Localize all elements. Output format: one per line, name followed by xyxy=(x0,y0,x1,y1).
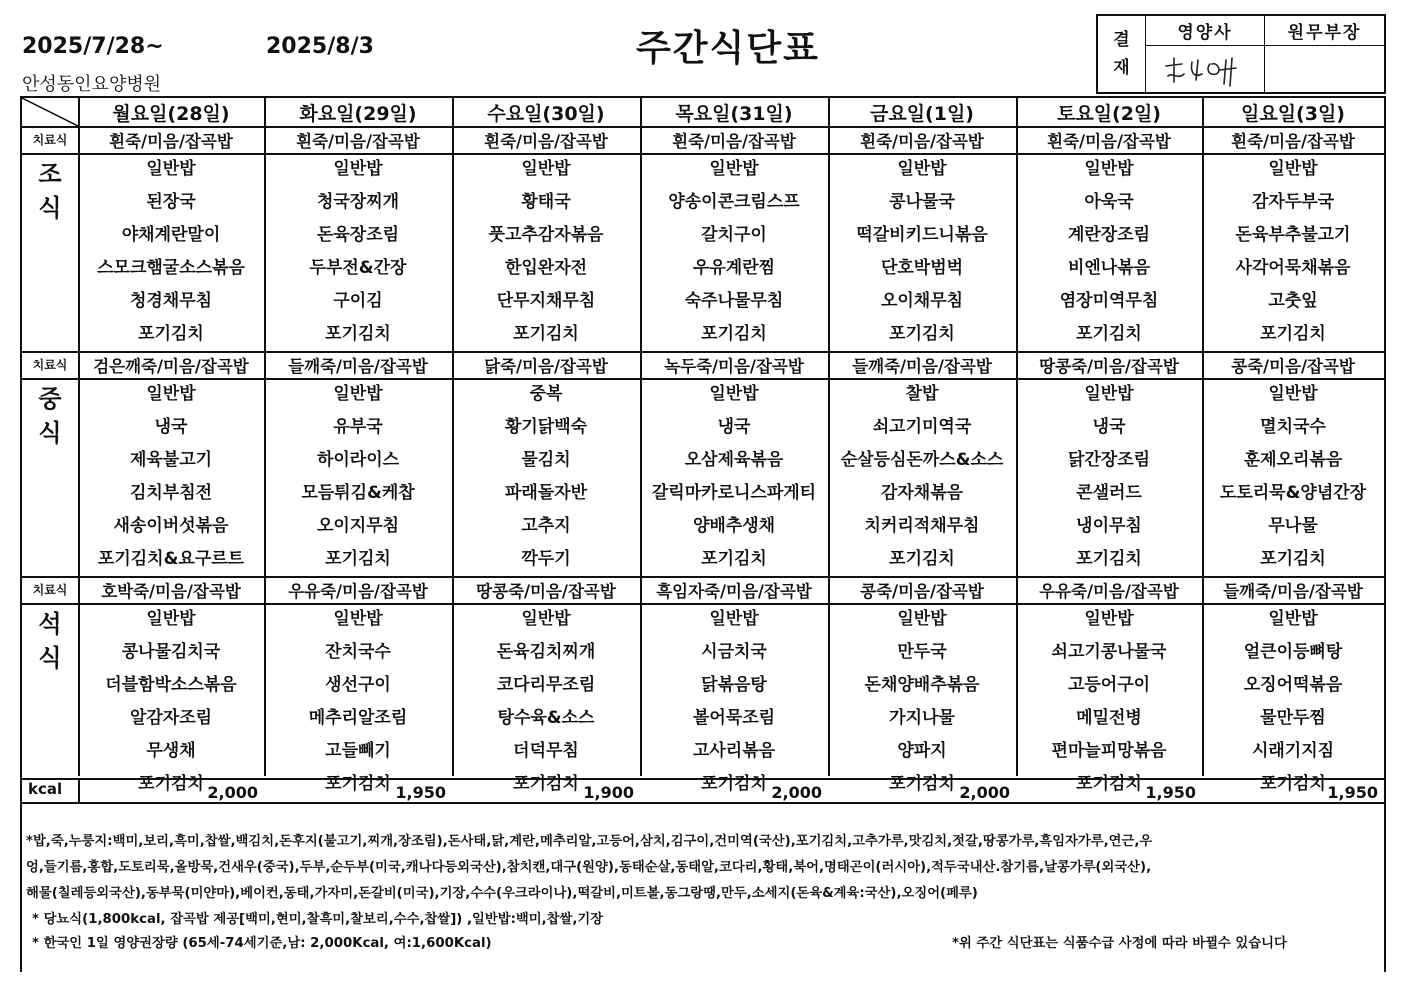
menu-item: 양송이콘크림스프 xyxy=(668,192,800,212)
menu-item: 감자두부국 xyxy=(1251,192,1335,212)
day-header: 토요일(2일) xyxy=(1056,102,1161,125)
end-date: 2025/8/3 xyxy=(266,34,374,59)
menu-item: 황기닭백숙 xyxy=(504,417,588,437)
meal-label xyxy=(22,603,78,675)
menu-item: 깍두기 xyxy=(521,549,571,569)
diabetic-note: * 당뇨식(1,800kcal, 잡곡밥 제공[백미,현미,찰흑미,찰보리,수수,찹쌀]) ,일반밥:백미,찹쌀,기장 xyxy=(32,912,604,927)
menu-item: 가지나물 xyxy=(889,708,955,728)
meal-label-top: 석 xyxy=(38,610,62,638)
menu-item: 포기김치 xyxy=(138,774,204,794)
menu-item: 우유계란찜 xyxy=(692,258,776,278)
menu-item: 김치부침전 xyxy=(129,483,213,503)
therapy-diet-cell: 흰죽/미음/잡곡밥 xyxy=(672,131,796,151)
menu-item: 시금치국 xyxy=(701,642,767,662)
menu-item: 순살등심돈까스&소스 xyxy=(840,450,1004,470)
menu-item: 단무지채무침 xyxy=(496,291,596,311)
menu-item: 일반밥 xyxy=(1084,609,1134,629)
menu-item: 포기김치 xyxy=(889,774,955,794)
menu-item: 돈채양배추볶음 xyxy=(864,675,980,695)
menu-item: 냉국 xyxy=(154,417,188,437)
kcal-label: kcal xyxy=(28,780,63,798)
menu-item: 알감자조림 xyxy=(129,708,213,728)
menu-item: 고사리볶음 xyxy=(692,741,776,761)
menu-item: 두부전&간장 xyxy=(309,258,407,278)
therapy-diet-cell: 흰죽/미음/잡곡밥 xyxy=(860,131,984,151)
approval-role-manager: 원무부장 xyxy=(1265,16,1384,46)
menu-item: 구이김 xyxy=(333,291,383,311)
menu-item: 치커리적채무침 xyxy=(864,516,980,536)
therapy-diet-cell: 녹두죽/미음/잡곡밥 xyxy=(664,356,804,376)
menu-item: 일반밥 xyxy=(1084,159,1134,179)
menu-cell xyxy=(1016,603,1202,801)
kcal-value: 1,950 xyxy=(1327,782,1378,802)
kcal-value: 1,950 xyxy=(1145,782,1196,802)
menu-item: 오이지무침 xyxy=(316,516,400,536)
menu-item: 생선구이 xyxy=(325,675,391,695)
therapy-diet-cell: 콩죽/미음/잡곡밥 xyxy=(1231,356,1355,376)
therapy-diet-cell: 호박죽/미음/잡곡밥 xyxy=(101,581,241,601)
meal-label-top: 중 xyxy=(38,385,62,413)
therapy-diet-cell: 들깨죽/미음/잡곡밥 xyxy=(288,356,428,376)
menu-item: 포기김치 xyxy=(1260,324,1326,344)
meal-label xyxy=(22,378,78,450)
menu-item: 멸치국수 xyxy=(1260,417,1326,437)
therapy-diet-cell: 흰죽/미음/잡곡밥 xyxy=(1231,131,1355,151)
diagonal-header-cell xyxy=(22,98,78,126)
dietitian-signature xyxy=(1146,46,1265,92)
menu-item: 감자채볶음 xyxy=(880,483,964,503)
therapy-diet-cell: 땅콩죽/미음/잡곡밥 xyxy=(476,581,616,601)
therapy-diet-cell: 흑임자죽/미음/잡곡밥 xyxy=(656,581,812,601)
menu-item: 포기김치 xyxy=(1260,774,1326,794)
menu-item: 탕수육&소스 xyxy=(497,708,595,728)
day-header: 수요일(30일) xyxy=(487,102,605,125)
menu-item: 얼큰이등뼈탕 xyxy=(1243,642,1343,662)
approval-role-dietitian: 영양사 xyxy=(1146,16,1265,46)
menu-cell xyxy=(452,153,640,351)
meal-label-bottom: 식 xyxy=(38,419,62,447)
menu-cell xyxy=(828,603,1016,801)
menu-cell xyxy=(828,378,1016,576)
menu-item: 포기김치 xyxy=(325,774,391,794)
menu-item: 돈육부추불고기 xyxy=(1235,225,1351,245)
menu-item: 일반밥 xyxy=(709,159,759,179)
handwritten-signature-icon xyxy=(1146,46,1265,92)
menu-item: 오징어떡볶음 xyxy=(1243,675,1343,695)
menu-cell xyxy=(264,378,452,576)
menu-item: 메밀전병 xyxy=(1076,708,1142,728)
menu-item: 콩나물국 xyxy=(889,192,955,212)
menu-item: 시래기지짐 xyxy=(1251,741,1335,761)
menu-item: 일반밥 xyxy=(146,159,196,179)
menu-cell xyxy=(1202,153,1384,351)
menu-item: 고추지 xyxy=(521,516,571,536)
menu-item: 쇠고기콩나물국 xyxy=(1051,642,1167,662)
kcal-value: 2,000 xyxy=(959,782,1010,802)
menu-item: 된장국 xyxy=(146,192,196,212)
approval-box xyxy=(1096,14,1386,94)
menu-item: 한입완자전 xyxy=(504,258,588,278)
menu-item: 단호박범벅 xyxy=(880,258,964,278)
approval-label-bottom: 재 xyxy=(1113,58,1130,78)
menu-cell xyxy=(264,153,452,351)
menu-item: 일반밥 xyxy=(897,159,947,179)
menu-item: 일반밥 xyxy=(333,609,383,629)
menu-item: 일반밥 xyxy=(521,609,571,629)
menu-cell xyxy=(1202,603,1384,801)
menu-cell xyxy=(1016,378,1202,576)
menu-item: 야채계란말이 xyxy=(121,225,221,245)
menu-cell xyxy=(640,603,828,801)
menu-item: 일반밥 xyxy=(146,384,196,404)
menu-item: 중복 xyxy=(529,384,563,404)
therapy-diet-cell: 우유죽/미음/잡곡밥 xyxy=(288,581,428,601)
menu-item: 고춧잎 xyxy=(1268,291,1318,311)
menu-item: 떡갈비키드니볶음 xyxy=(856,225,988,245)
menu-item: 일반밥 xyxy=(897,609,947,629)
menu-item: 포기김치 xyxy=(889,324,955,344)
approval-label xyxy=(1098,16,1146,92)
menu-item: 오이채무침 xyxy=(880,291,964,311)
menu-item: 포기김치 xyxy=(513,774,579,794)
menu-item: 더덕무침 xyxy=(513,741,579,761)
therapy-diet-cell: 흰죽/미음/잡곡밥 xyxy=(296,131,420,151)
menu-item: 일반밥 xyxy=(146,609,196,629)
therapy-diet-cell: 들깨죽/미음/잡곡밥 xyxy=(852,356,992,376)
day-header: 목요일(31일) xyxy=(675,102,793,125)
therapy-label: 치료식 xyxy=(32,133,68,147)
menu-item: 고들빼기 xyxy=(325,741,391,761)
day-header: 화요일(29일) xyxy=(299,102,417,125)
menu-item: 포기김치 xyxy=(1076,549,1142,569)
menu-item: 포기김치 xyxy=(1076,324,1142,344)
meal-label-bottom: 식 xyxy=(38,644,62,672)
menu-item: 일반밥 xyxy=(1268,609,1318,629)
menu-cell xyxy=(264,603,452,801)
menu-item: 일반밥 xyxy=(333,384,383,404)
menu-item: 냉국 xyxy=(717,417,751,437)
therapy-diet-cell: 콩죽/미음/잡곡밥 xyxy=(860,581,984,601)
therapy-diet-cell: 닭죽/미음/잡곡밥 xyxy=(484,356,608,376)
menu-item: 양배추생채 xyxy=(692,516,776,536)
approval-label-top: 결 xyxy=(1113,30,1130,50)
start-date: 2025/7/28~ xyxy=(22,34,164,59)
menu-item: 볼어묵조림 xyxy=(692,708,776,728)
menu-item: 사각어묵채볶음 xyxy=(1235,258,1351,278)
menu-item: 숙주나물무침 xyxy=(684,291,784,311)
menu-item: 일반밥 xyxy=(1268,384,1318,404)
menu-item: 포기김치 xyxy=(701,324,767,344)
menu-item: 쇠고기미역국 xyxy=(872,417,972,437)
menu-item: 포기김치 xyxy=(138,324,204,344)
menu-item: 스모크햄굴소스볶음 xyxy=(97,258,245,278)
menu-item: 오삼제육볶음 xyxy=(684,450,784,470)
menu-item: 유부국 xyxy=(333,417,383,437)
hospital-name: 안성동인요양병원 xyxy=(22,74,162,95)
menu-item: 포기김치 xyxy=(1260,549,1326,569)
menu-item: 물김치 xyxy=(521,450,571,470)
therapy-diet-cell: 검은깨죽/미음/잡곡밥 xyxy=(93,356,249,376)
menu-item: 모듬튀김&케찹 xyxy=(301,483,415,503)
menu-item: 포기김치 xyxy=(325,549,391,569)
therapy-diet-cell: 흰죽/미음/잡곡밥 xyxy=(109,131,233,151)
menu-item: 물만두찜 xyxy=(1260,708,1326,728)
day-header: 금요일(1일) xyxy=(869,102,974,125)
menu-item: 만두국 xyxy=(897,642,947,662)
menu-item: 도토리묵&양념간장 xyxy=(1219,483,1367,503)
menu-cell xyxy=(640,153,828,351)
kcal-value: 2,000 xyxy=(771,782,822,802)
weekly-menu-table xyxy=(20,96,1386,804)
menu-item: 황태국 xyxy=(521,192,571,212)
therapy-label: 치료식 xyxy=(32,583,68,597)
menu-cell xyxy=(452,603,640,801)
origin-note-3: 해물(칠레등외국산),동부묵(미얀마),베이컨,동태,가자미,돈갈비(미국),기장,수수(우크라이나),떡갈비,미트볼,동그랑땡,만두,소세지(돈육&계육:국산),오징어(페루) xyxy=(26,886,978,901)
menu-item: 포기김치 xyxy=(513,324,579,344)
menu-item: 더블함박소스볶음 xyxy=(105,675,237,695)
menu-item: 포기김치&요구르트 xyxy=(97,549,245,569)
menu-item: 찰밥 xyxy=(905,384,939,404)
therapy-label: 치료식 xyxy=(32,358,68,372)
menu-item: 일반밥 xyxy=(521,159,571,179)
menu-item: 청국장찌개 xyxy=(316,192,400,212)
menu-item: 풋고추감자볶음 xyxy=(488,225,604,245)
meal-label-bottom: 식 xyxy=(38,194,62,222)
menu-item: 잔치국수 xyxy=(325,642,391,662)
menu-cell xyxy=(78,603,264,801)
rda-note: * 한국인 1일 영양권장량 (65세-74세기준,남: 2,000Kcal, 여:1,600Kcal) xyxy=(32,936,492,951)
menu-item: 훈제오리볶음 xyxy=(1243,450,1343,470)
menu-item: 파래돌자반 xyxy=(504,483,588,503)
menu-item: 아욱국 xyxy=(1084,192,1134,212)
menu-item: 일반밥 xyxy=(333,159,383,179)
disclaimer-note: *위 주간 식단표는 식품수급 사정에 따라 바뀔수 있습니다 xyxy=(952,936,1287,951)
menu-cell xyxy=(640,378,828,576)
menu-item: 제육불고기 xyxy=(129,450,213,470)
menu-item: 일반밥 xyxy=(1268,159,1318,179)
day-header: 월요일(28일) xyxy=(112,102,230,125)
menu-item: 편마늘피망볶음 xyxy=(1051,741,1167,761)
menu-cell xyxy=(828,153,1016,351)
menu-item: 일반밥 xyxy=(709,384,759,404)
day-header: 일요일(3일) xyxy=(1240,102,1345,125)
notes-section xyxy=(20,804,1386,972)
menu-item: 콩나물김치국 xyxy=(121,642,221,662)
menu-item: 포기김치 xyxy=(701,774,767,794)
menu-cell xyxy=(78,378,264,576)
therapy-diet-cell: 우유죽/미음/잡곡밥 xyxy=(1039,581,1179,601)
menu-item: 콘샐러드 xyxy=(1076,483,1142,503)
menu-cell xyxy=(1202,378,1384,576)
menu-item: 비엔나볶음 xyxy=(1067,258,1151,278)
kcal-value: 1,900 xyxy=(583,782,634,802)
menu-item: 청경채무침 xyxy=(129,291,213,311)
kcal-value: 2,000 xyxy=(207,782,258,802)
menu-item: 양파지 xyxy=(897,741,947,761)
menu-item: 일반밥 xyxy=(1084,384,1134,404)
menu-item: 무생채 xyxy=(146,741,196,761)
menu-item: 포기김치 xyxy=(1076,774,1142,794)
page-title: 주간식단표 xyxy=(636,28,820,69)
therapy-diet-cell: 들깨죽/미음/잡곡밥 xyxy=(1223,581,1363,601)
menu-item: 닭볶음탕 xyxy=(701,675,767,695)
therapy-diet-cell: 흰죽/미음/잡곡밥 xyxy=(484,131,608,151)
origin-note-1: *밥,죽,누룽지:백미,보리,흑미,찹쌀,백김치,돈후지(불고기,찌개,장조림),돈사태,닭,계란,메추리알,고등어,삼치,김구이,건미역(국산),포기김치,고추가루,맛김치,젓갈,땅콩가루,흑임자가루,연근,우 xyxy=(26,834,1153,849)
menu-item: 새송이버섯볶음 xyxy=(113,516,229,536)
menu-item: 포기김치 xyxy=(889,549,955,569)
menu-item: 일반밥 xyxy=(709,609,759,629)
menu-item: 염장미역무침 xyxy=(1059,291,1159,311)
kcal-value: 1,950 xyxy=(395,782,446,802)
therapy-diet-cell: 흰죽/미음/잡곡밥 xyxy=(1047,131,1171,151)
therapy-diet-cell: 땅콩죽/미음/잡곡밥 xyxy=(1039,356,1179,376)
manager-signature xyxy=(1265,46,1384,92)
menu-item: 냉국 xyxy=(1092,417,1126,437)
menu-item: 고등어구이 xyxy=(1067,675,1151,695)
menu-item: 갈릭마카로니스파게티 xyxy=(651,483,817,503)
menu-item: 하이라이스 xyxy=(316,450,400,470)
menu-item: 돈육김치찌개 xyxy=(496,642,596,662)
menu-cell xyxy=(1016,153,1202,351)
menu-item: 갈치구이 xyxy=(701,225,767,245)
menu-item: 돈육장조림 xyxy=(316,225,400,245)
menu-item: 닭간장조림 xyxy=(1067,450,1151,470)
menu-item: 계란장조림 xyxy=(1067,225,1151,245)
menu-item: 메추리알조림 xyxy=(308,708,408,728)
menu-cell xyxy=(78,153,264,351)
origin-note-2: 엉,들기름,홍합,도토리묵,올방묵,건새우(중국),두부,순두부(미국,캐나다등외국산),참치캔,대구(원양),동태순살,동태알,코다리,황태,북어,명태곤이(러시아),적두국내산.참기름,날콩가루(외국산), xyxy=(26,860,1152,875)
menu-item: 코다리무조림 xyxy=(496,675,596,695)
menu-item: 포기김치 xyxy=(701,549,767,569)
meal-label xyxy=(22,153,78,225)
menu-item: 포기김치 xyxy=(325,324,391,344)
menu-cell xyxy=(452,378,640,576)
meal-label-top: 조 xyxy=(38,160,62,188)
menu-item: 냉이무침 xyxy=(1076,516,1142,536)
menu-item: 무나물 xyxy=(1268,516,1318,536)
